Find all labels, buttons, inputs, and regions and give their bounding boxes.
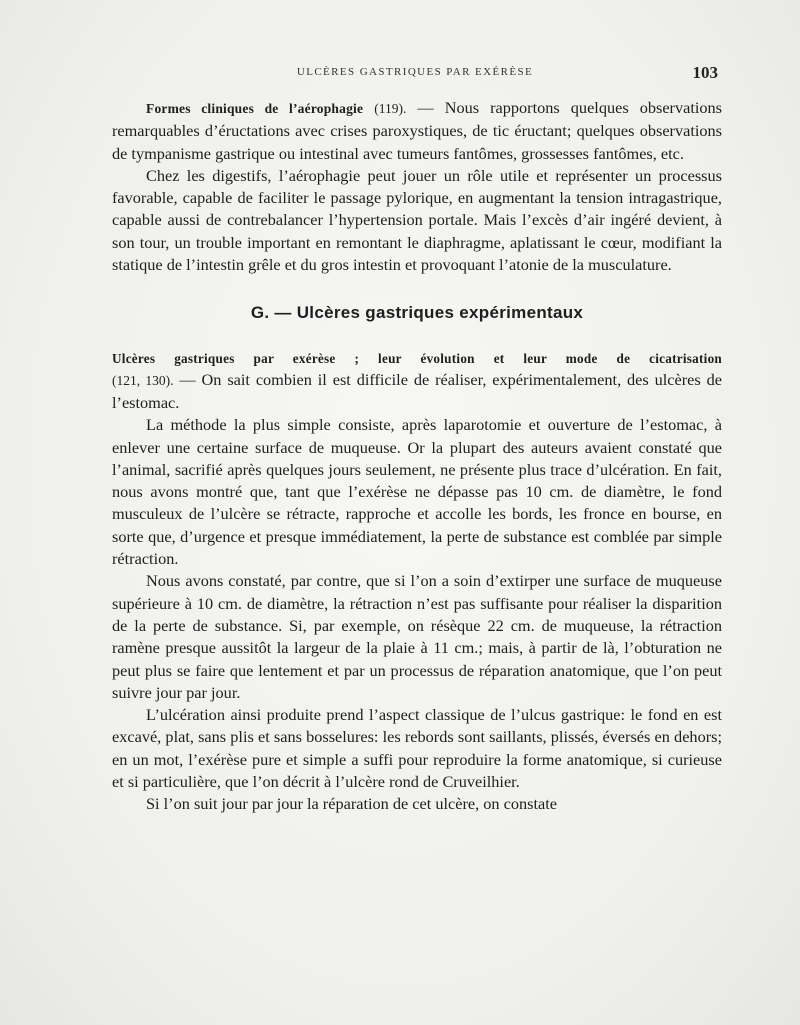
paragraph-reparation: Si l’on suit jour par jour la réparation de cet ulcère, on constate — [146, 794, 557, 814]
ulcers-intro-text: — On sait combien il est difficile de réaliser, expérimentalement, des ulcères de l’estomac. — [112, 369, 722, 412]
intro-text: — Nous rapportons quelques observations remarquables d’éructations avec crises paroxystiques, de tic éructant; quelques observations de tympanisme gastrique ou intestinal avec tumeurs fantômes, grossesses fantômes, etc. — [112, 98, 722, 163]
subsection-title: Ulcères gastriques par exérèse ; leur évolution et leur mode de cicatrisation — [112, 350, 722, 366]
paragraph-digestifs: Chez les digestifs, l’aérophagie peut jouer un rôle utile et représenter un processus favorable, capable de faciliter le passage pylorique, en augmentant la tension intragastrique, capable aussi de contrebalancer l’hypertension portale. Mais l’excès d’air ingéré devient, à son tour, un trouble important en remontant le diaphragme, aplatissant le cœur, modifiant la statique de l’intestin grêle et du gros intestin et provoquant l’atonie de la musculature. — [112, 165, 722, 275]
paragraph-constate: Nous avons constaté, par contre, que si l’on a soin d’extirper une surface de muqueuse supérieure à 10 cm. de diamètre, la rétraction n’est pas suffisante pour réaliser la disparition de la perte de substance. Si, par exemple, on résèque 22 cm. de muqueuse, la rétraction ramène presque aussitôt la largeur de la plaie à 11 cm.; mais, à partir de là, l’obturation ne peut plus se faire que lentement et par un processus de réparation anatomique, que l’on peut suivre jour par jour. — [112, 571, 722, 702]
ulcers-reference: (121, 130). — [112, 372, 174, 388]
paragraph-ulceration: L’ulcération ainsi produite prend l’aspect classique de l’ulcus gastrique: le fond en est excavé, plat, sans plis et sans bosselures: les rebords sont saillants, plissés, éversés en dehors; en un mot, l’exérèse pure et simple a suffi pour reproduire la forme anatomique, si curieuse et si particulière, que l’on décrit à l’ulcère rond de Cruveilhier. — [112, 705, 722, 792]
page-number: 103 — [692, 63, 718, 82]
ulcers-intro-paragraph — [112, 369, 722, 415]
body-text — [112, 97, 722, 816]
running-title: ULCÈRES GASTRIQUES PAR EXÉRÈSE — [296, 66, 534, 78]
paragraph-methode: La méthode la plus simple consiste, après laparotomie et ouverture de l’estomac, à enlever une certaine surface de muqueuse. Or la plupart des auteurs avaient constaté que l’animal, sacrifié après quelques jours seulement, ne présente plus trace d’ulcération. En fait, nous avons montré que, tant que l’exérèse ne dépasse pas 10 cm. de diamètre, le fond musculeux de l’ulcère se rétracte, rapproche et accolle les bords, les fronce en bourse, en sorte que, d’urgence et presque immédiatement, la perte de substance est comblée par simple rétraction. — [112, 415, 722, 569]
intro-reference: (119). — [374, 101, 407, 116]
running-head — [112, 64, 718, 84]
intro-paragraph — [112, 97, 722, 165]
intro-title: Formes cliniques de l’aérophagie — [146, 101, 364, 116]
section-heading: G. — Ulcères gastriques expérimentaux — [250, 303, 584, 323]
